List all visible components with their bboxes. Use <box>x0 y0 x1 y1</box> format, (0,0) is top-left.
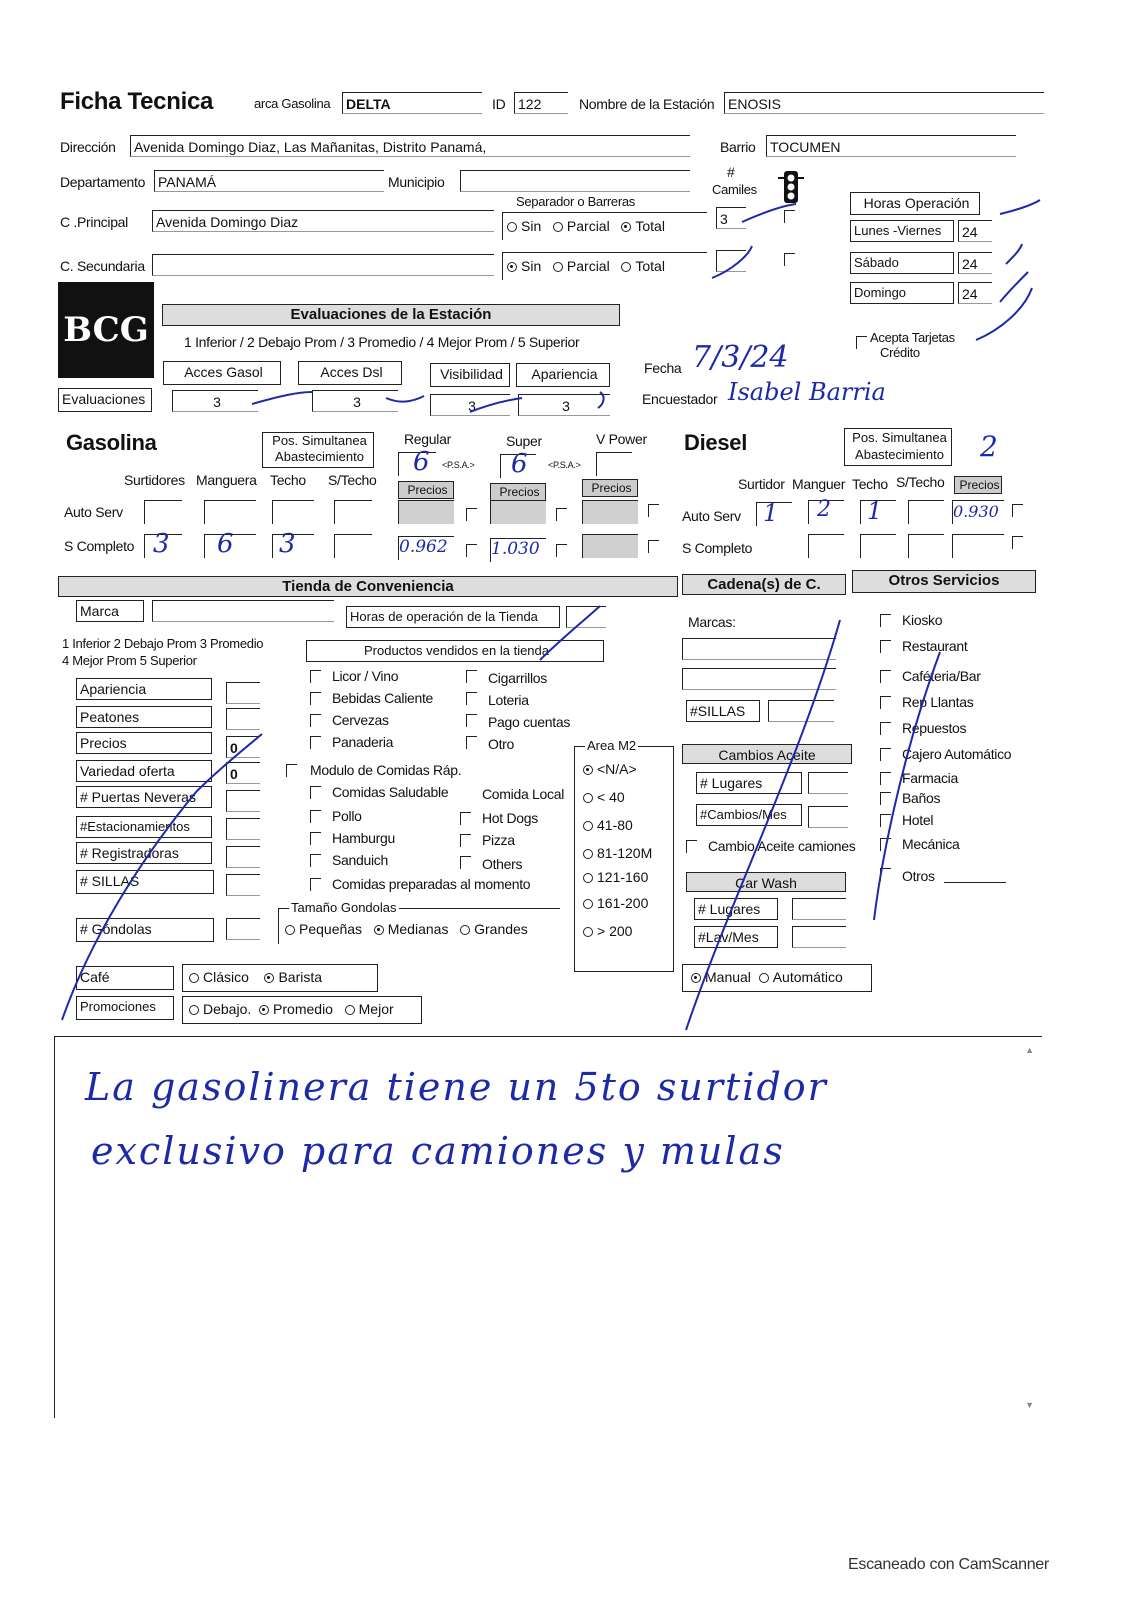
encuestador-label: Encuestador <box>642 391 718 407</box>
col-surtidores: Surtidores <box>124 472 185 488</box>
apariencia-tienda-label: Apariencia <box>76 678 212 700</box>
diesel-col-stecho: S/Techo <box>896 474 945 490</box>
diesel-pos-line1: Pos. Simultanea <box>852 430 947 445</box>
lunes-viernes-field[interactable]: 24 <box>958 220 992 242</box>
radio-manual-label: Manual <box>705 969 751 985</box>
departamento-field[interactable]: PANAMÁ <box>154 170 384 192</box>
diesel-auto-serv-label: Auto Serv <box>682 508 741 524</box>
precios-regular-label: Precios <box>398 481 454 499</box>
id-field[interactable]: 122 <box>514 92 568 114</box>
sc-techo-value: 3 <box>279 529 296 559</box>
diesel-precios-label: Precios <box>954 476 1002 494</box>
eval-acces-dsl-field[interactable]: 3 <box>312 390 398 412</box>
lbl-cervezas: Cervezas <box>332 712 389 728</box>
lbl-pollo: Pollo <box>332 808 362 824</box>
camiles-field[interactable]: 3 <box>716 207 746 229</box>
lbl-repuestos: Repuestos <box>902 720 967 736</box>
gasolina-pos-line2: Abastecimiento <box>275 449 364 464</box>
diesel-pos-line2: Abastecimiento <box>855 447 944 462</box>
productos-label: Productos vendidos en la tienda <box>306 640 604 662</box>
col-stecho: S/Techo <box>328 472 377 488</box>
acces-gasol-label: Acces Gasol <box>163 361 281 385</box>
lbl-licor: Licor / Vino <box>332 668 399 684</box>
registradoras-label: # Registradoras <box>76 842 212 864</box>
diesel-as-techo-value: 1 <box>867 497 883 525</box>
csecundaria-label: C. Secundaria <box>60 258 145 274</box>
precios-tienda-field[interactable]: 0 <box>226 736 260 758</box>
diesel-col-manguer: Manguer <box>792 476 846 492</box>
tienda-scale-2: 4 Mejor Prom 5 Superior <box>62 653 197 668</box>
gasolina-pos-line1: Pos. Simultanea <box>272 433 367 448</box>
diesel-title: Diesel <box>684 430 748 455</box>
super-label: Super <box>506 433 542 449</box>
regular-value: 6 <box>413 447 430 477</box>
scanner-footer: Escaneado con CamScanner <box>848 1556 1049 1573</box>
sabado-label: Sábado <box>850 252 954 274</box>
lav-mes-label: #Lav/Mes <box>694 926 778 948</box>
precios-tienda-label: Precios <box>76 732 212 754</box>
marca-gasolina-label: arca Gasolina <box>254 96 331 111</box>
domingo-label: Domingo <box>850 282 954 304</box>
marca-gasolina-field[interactable]: DELTA <box>342 92 482 114</box>
radio-parcial-2-label: Parcial <box>566 258 610 274</box>
psa-1: <P.S.A.> <box>442 460 475 470</box>
camiles-label: Camiles <box>712 182 757 197</box>
cafe-label: Café <box>76 966 174 990</box>
variedad-label: Variedad oferta <box>76 760 212 782</box>
radio-debajo-label: Debajo. <box>203 1001 252 1017</box>
direccion-field[interactable]: Avenida Domingo Diaz, Las Mañanitas, Distrito Panamá, <box>130 135 690 157</box>
area-opt-4-label: 121-160 <box>597 869 649 885</box>
radio-total-2-label: Total <box>635 258 665 274</box>
form-title: Ficha Tecnica <box>60 88 214 115</box>
sillas-tienda-label: # SILLAS <box>76 870 214 894</box>
diesel-col-techo: Techo <box>852 476 888 492</box>
diesel-as-surtidor-value: 1 <box>763 499 779 527</box>
lbl-comida-local: Comida Local <box>482 786 564 802</box>
area-opt-6-label: > 200 <box>597 923 633 939</box>
departamento-label: Departamento <box>60 174 146 190</box>
eval-visibilidad-field[interactable]: 3 <box>430 394 510 416</box>
lugares-wash-label: # Lugares <box>694 898 778 920</box>
cambios-mes-label: #Cambios/Mes <box>696 804 802 826</box>
precio-super-value: 1.030 <box>491 539 540 559</box>
lunes-viernes-label: Lunes -Viernes <box>850 220 954 242</box>
lbl-farmacia: Farmacia <box>902 770 958 786</box>
auto-serv-label: Auto Serv <box>64 504 123 520</box>
scroll-down-icon[interactable]: ▼ <box>1025 1400 1034 1410</box>
sc-manguera-value: 6 <box>217 529 234 559</box>
domingo-field[interactable]: 24 <box>958 282 992 304</box>
radio-promedio-label: Promedio <box>273 1001 333 1017</box>
lbl-mecanica: Mecánica <box>902 836 960 852</box>
radio-parcial-label: Parcial <box>566 218 610 234</box>
sc-surtidores-value: 3 <box>153 529 170 559</box>
evaluaciones-bar: Evaluaciones de la Estación <box>162 304 620 326</box>
credito-label: Crédito <box>880 345 920 360</box>
radio-sin-2-label: Sin <box>521 258 542 274</box>
area-label: Area M2 <box>587 738 637 753</box>
separador-label: Separador o Barreras <box>516 194 636 209</box>
lbl-cafeteria: Caféteria/Bar <box>902 668 981 684</box>
sabado-field[interactable]: 24 <box>958 252 992 274</box>
eval-apariencia-field[interactable]: 3 <box>518 394 610 416</box>
radio-total-label: Total <box>635 218 665 234</box>
lbl-rep-llantas: Rep Llantas <box>902 694 974 710</box>
gasolina-title: Gasolina <box>66 430 157 455</box>
marca-label: Marca <box>76 600 144 622</box>
tienda-scale-1: 1 Inferior 2 Debajo Prom 3 Promedio <box>62 636 264 651</box>
scroll-up-icon[interactable]: ▲ <box>1025 1045 1034 1055</box>
encuestador-value[interactable]: Isabel Barria <box>728 378 886 406</box>
cadena-bar: Cadena(s) de C. <box>682 574 846 595</box>
lbl-hot-dogs: Hot Dogs <box>482 810 538 826</box>
otros-servicios-bar: Otros Servicios <box>852 570 1036 593</box>
estacion-field[interactable]: ENOSIS <box>724 92 1044 114</box>
bcg-logo: BCG <box>58 282 154 378</box>
radio-barista-label: Barista <box>278 969 323 985</box>
fecha-label: Fecha <box>644 360 682 376</box>
cambios-aceite-bar: Cambios Aceite <box>682 744 852 764</box>
lbl-otro: Otro <box>488 736 515 752</box>
precio-regular-value: 0.962 <box>399 537 448 557</box>
camiles-hash: # <box>727 164 735 180</box>
estacion-label: Nombre de la Estación <box>579 96 715 112</box>
estacionamientos-label: #Estacionamientos <box>76 816 212 838</box>
precios-super-label: Precios <box>490 483 546 501</box>
evaluaciones-scale: 1 Inferior / 2 Debajo Prom / 3 Promedio / 4 Mejor Prom / 5 Superior <box>184 334 580 350</box>
lbl-saludable: Comidas Saludable <box>332 784 449 800</box>
diesel-as-manguer-value: 2 <box>817 497 831 522</box>
lbl-panaderia: Panaderia <box>332 734 394 750</box>
lbl-pizza: Pizza <box>482 832 515 848</box>
promociones-label: Promociones <box>76 996 174 1020</box>
lbl-hotel: Hotel <box>902 812 934 828</box>
area-opt-0-label: <N/A> <box>597 761 637 777</box>
eval-acces-gasol-field[interactable]: 3 <box>172 390 258 412</box>
municipio-label: Municipio <box>388 174 445 190</box>
note-line-2: exclusivo para camiones y mulas <box>91 1129 785 1173</box>
horas-tienda-label: Horas de operación de la Tienda <box>346 606 560 628</box>
id-label: ID <box>492 96 506 112</box>
barrio-field[interactable]: TOCUMEN <box>766 135 1016 157</box>
lbl-hamburgu: Hamburgu <box>332 830 395 846</box>
lbl-banos: Baños <box>902 790 941 806</box>
visibilidad-label: Visibilidad <box>430 363 510 387</box>
evaluaciones-label: Evaluaciones <box>58 388 152 412</box>
lbl-loteria: Loteria <box>488 692 529 708</box>
super-value: 6 <box>511 449 528 479</box>
psa-2: <P.S.A.> <box>548 460 581 470</box>
puertas-label: # Puertas Neveras <box>76 786 212 808</box>
area-opt-1-label: < 40 <box>597 789 625 805</box>
fecha-value[interactable]: 7/3/24 <box>692 340 789 375</box>
peatones-label: Peatones <box>76 706 212 728</box>
area-opt-5-label: 161-200 <box>597 895 649 911</box>
tamano-label: Tamaño Gondolas <box>291 900 397 915</box>
diesel-as-precio-value: 0.930 <box>953 502 999 521</box>
lbl-cigarrillos: Cigarrillos <box>488 670 547 686</box>
lbl-sanduich: Sanduich <box>332 852 388 868</box>
regular-label: Regular <box>404 431 451 447</box>
area-opt-3-label: 81-120M <box>597 845 653 861</box>
variedad-field[interactable]: 0 <box>226 762 260 784</box>
radio-medianas-label: Medianas <box>387 921 449 937</box>
radio-grandes-label: Grandes <box>474 921 528 937</box>
diesel-col-surtidor: Surtidor <box>738 476 785 492</box>
col-techo: Techo <box>270 472 306 488</box>
apariencia-label: Apariencia <box>516 363 610 387</box>
radio-automatico-label: Automático <box>772 969 843 985</box>
lugares-label: # Lugares <box>696 772 802 794</box>
barrio-label: Barrio <box>720 139 756 155</box>
lbl-preparadas: Comidas preparadas al momento <box>332 876 531 892</box>
cprincipal-label: C .Principal <box>60 214 128 230</box>
lbl-others: Others <box>482 856 523 872</box>
vpower-label: V Power <box>596 431 647 447</box>
direccion-label: Dirección <box>60 139 116 155</box>
lbl-restaurant: Restaurant <box>902 638 968 654</box>
cprincipal-field[interactable]: Avenida Domingo Diaz <box>152 210 494 232</box>
gondolas-label: # Góndolas <box>76 918 214 942</box>
lbl-kiosko: Kiosko <box>902 612 943 628</box>
precios-vpower-label: Precios <box>582 479 638 497</box>
lbl-modulo: Modulo de Comidas Ráp. <box>310 762 462 778</box>
radio-clasico-label: Clásico <box>203 969 249 985</box>
sillas-cadena-label: #SILLAS <box>686 700 760 722</box>
lbl-bebidas: Bebidas Caliente <box>332 690 434 706</box>
car-wash-bar: Car Wash <box>686 872 846 892</box>
acepta-tarjetas-label: Acepta Tarjetas <box>870 330 955 345</box>
radio-sin-label: Sin <box>521 218 542 234</box>
marcas-label: Marcas: <box>688 614 736 630</box>
radio-pequenas-label: Pequeñas <box>299 921 363 937</box>
col-manguera: Manguera <box>196 472 257 488</box>
acces-dsl-label: Acces Dsl <box>298 361 402 385</box>
note-line-1: La gasolinera tiene un 5to surtidor <box>85 1065 828 1109</box>
lbl-otros: Otros <box>902 868 935 884</box>
diesel-s-completo-label: S Completo <box>682 540 753 556</box>
lbl-aceite-camiones: Cambio Aceite camiones <box>708 838 856 854</box>
lbl-pago-cuentas: Pago cuentas <box>488 714 571 730</box>
radio-mejor-label: Mejor <box>358 1001 394 1017</box>
lbl-cajero: Cajero Automático <box>902 746 1012 762</box>
area-opt-2-label: 41-80 <box>597 817 633 833</box>
s-completo-label: S Completo <box>64 538 135 554</box>
diesel-pos-value[interactable]: 2 <box>980 430 998 463</box>
horas-operacion-title: Horas Operación <box>850 192 980 215</box>
tienda-bar: Tienda de Conveniencia <box>58 576 678 597</box>
